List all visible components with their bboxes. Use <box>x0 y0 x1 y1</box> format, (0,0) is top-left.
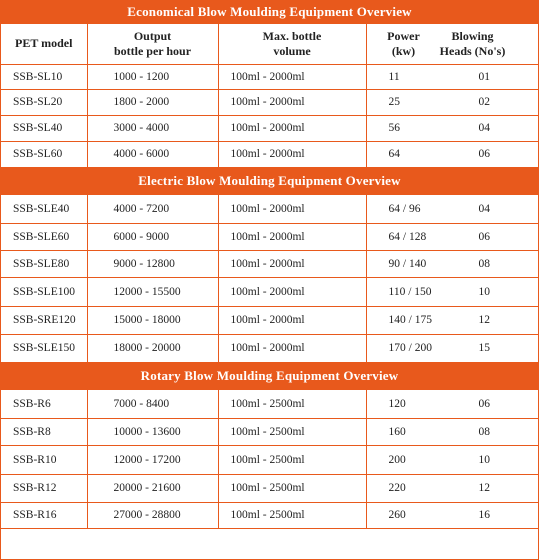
cell-heads: 12 <box>478 482 490 494</box>
cell-heads: 08 <box>478 425 490 438</box>
table-row <box>1 89 538 115</box>
cell-heads: 06 <box>478 230 490 243</box>
table-row <box>1 474 538 502</box>
cell-model: SSB-SL10 <box>1 64 87 89</box>
cell-output: 9000 - 12800 <box>87 250 218 277</box>
cell-output: 20000 - 21600 <box>87 474 218 502</box>
cell-model: SSB-SLE150 <box>1 334 87 362</box>
cell-heads: 10 <box>478 285 490 298</box>
cell-power-heads <box>366 64 538 89</box>
column-header-row <box>1 23 538 64</box>
cell-output: 4000 - 6000 <box>87 141 218 167</box>
header-volume: Max. bottle volume <box>218 23 366 64</box>
section-header-economical <box>1 1 538 23</box>
cell-heads: 16 <box>478 509 490 521</box>
section-title: Electric Blow Moulding Equipment Overview <box>1 167 538 194</box>
table-row <box>1 334 538 362</box>
cell-power-heads <box>366 194 538 223</box>
table-row <box>1 194 538 223</box>
cell-power: 200 <box>388 453 406 466</box>
cell-model: SSB-R6 <box>1 389 87 418</box>
cell-power: 64 / 96 <box>388 202 421 215</box>
cell-model: SSB-R16 <box>1 502 87 528</box>
cell-volume: 100ml - 2500ml <box>218 502 366 528</box>
cell-output: 10000 - 13600 <box>87 418 218 445</box>
cell-power-heads <box>366 115 538 141</box>
cell-power-heads <box>366 141 538 167</box>
cell-output: 12000 - 15500 <box>87 277 218 306</box>
cell-model: SSB-R8 <box>1 418 87 445</box>
cell-volume: 100ml - 2000ml <box>218 306 366 334</box>
cell-power-heads <box>366 306 538 334</box>
cell-volume: 100ml - 2500ml <box>218 389 366 418</box>
cell-power-heads <box>366 389 538 418</box>
cell-heads: 01 <box>478 70 490 83</box>
cell-volume: 100ml - 2000ml <box>218 223 366 250</box>
cell-volume: 100ml - 2500ml <box>218 445 366 474</box>
cell-heads: 12 <box>478 314 490 326</box>
cell-power: 220 <box>388 482 406 494</box>
cell-output: 3000 - 4000 <box>87 115 218 141</box>
header-model: PET model <box>1 23 87 64</box>
cell-power-heads <box>366 223 538 250</box>
cell-heads: 04 <box>478 202 490 215</box>
table-row <box>1 418 538 445</box>
cell-volume: 100ml - 2000ml <box>218 115 366 141</box>
cell-model: SSB-SLE40 <box>1 194 87 223</box>
table-row <box>1 389 538 418</box>
cell-power: 64 / 128 <box>388 230 427 243</box>
section-header-electric <box>1 167 538 194</box>
table-row <box>1 277 538 306</box>
cell-model: SSB-SL20 <box>1 89 87 115</box>
cell-heads: 08 <box>478 257 490 270</box>
cell-volume: 100ml - 2000ml <box>218 89 366 115</box>
cell-output: 4000 - 7200 <box>87 194 218 223</box>
header-power: Power (kw) <box>387 28 420 58</box>
table-row <box>1 306 538 334</box>
cell-power: 11 <box>388 70 400 83</box>
cell-volume: 100ml - 2000ml <box>218 194 366 223</box>
cell-volume: 100ml - 2000ml <box>218 277 366 306</box>
cell-power: 64 <box>388 148 400 160</box>
section-header-rotary <box>1 362 538 389</box>
cell-power-heads <box>366 474 538 502</box>
cell-power: 90 / 140 <box>388 257 427 270</box>
cell-output: 27000 - 28800 <box>87 502 218 528</box>
cell-power-heads <box>366 334 538 362</box>
cell-volume: 100ml - 2000ml <box>218 141 366 167</box>
table-row <box>1 115 538 141</box>
cell-output: 15000 - 18000 <box>87 306 218 334</box>
header-output: Output bottle per hour <box>87 23 218 64</box>
header-power-heads <box>366 23 538 64</box>
cell-volume: 100ml - 2500ml <box>218 418 366 445</box>
cell-model: SSB-SLE60 <box>1 223 87 250</box>
cell-power: 25 <box>388 96 400 108</box>
section-title: Rotary Blow Moulding Equipment Overview <box>1 362 538 389</box>
cell-heads: 06 <box>478 397 490 410</box>
cell-power: 260 <box>388 509 406 521</box>
cell-power: 170 / 200 <box>388 342 432 354</box>
cell-output: 1800 - 2000 <box>87 89 218 115</box>
cell-power-heads <box>366 445 538 474</box>
cell-power-heads <box>366 502 538 528</box>
cell-power-heads <box>366 250 538 277</box>
cell-model: SSB-SLE100 <box>1 277 87 306</box>
cell-model: SSB-SRE120 <box>1 306 87 334</box>
cell-power-heads <box>366 89 538 115</box>
cell-model: SSB-R12 <box>1 474 87 502</box>
cell-model: SSB-SL40 <box>1 115 87 141</box>
cell-power: 140 / 175 <box>388 314 432 326</box>
cell-model: SSB-R10 <box>1 445 87 474</box>
cell-volume: 100ml - 2000ml <box>218 250 366 277</box>
cell-heads: 06 <box>478 148 490 160</box>
table-row <box>1 502 538 528</box>
cell-power: 56 <box>388 122 400 134</box>
cell-output: 6000 - 9000 <box>87 223 218 250</box>
cell-heads: 10 <box>478 453 490 466</box>
cell-output: 1000 - 1200 <box>87 64 218 89</box>
equipment-table <box>1 1 538 529</box>
section-title: Economical Blow Moulding Equipment Overview <box>1 1 538 23</box>
cell-heads: 15 <box>478 342 490 354</box>
table-row <box>1 223 538 250</box>
cell-output: 12000 - 17200 <box>87 445 218 474</box>
cell-output: 18000 - 20000 <box>87 334 218 362</box>
header-heads: Blowing Heads (No's) <box>439 28 506 58</box>
cell-model: SSB-SL60 <box>1 141 87 167</box>
cell-power-heads <box>366 277 538 306</box>
cell-model: SSB-SLE80 <box>1 250 87 277</box>
table-row <box>1 250 538 277</box>
cell-output: 7000 - 8400 <box>87 389 218 418</box>
cell-power-heads <box>366 418 538 445</box>
cell-volume: 100ml - 2000ml <box>218 64 366 89</box>
table-row <box>1 64 538 89</box>
cell-power: 160 <box>388 425 406 438</box>
table-row <box>1 141 538 167</box>
cell-power: 110 / 150 <box>388 285 432 298</box>
table-row <box>1 445 538 474</box>
cell-heads: 02 <box>478 96 490 108</box>
cell-volume: 100ml - 2000ml <box>218 334 366 362</box>
cell-volume: 100ml - 2500ml <box>218 474 366 502</box>
cell-heads: 04 <box>478 122 490 134</box>
cell-power: 120 <box>388 397 406 410</box>
